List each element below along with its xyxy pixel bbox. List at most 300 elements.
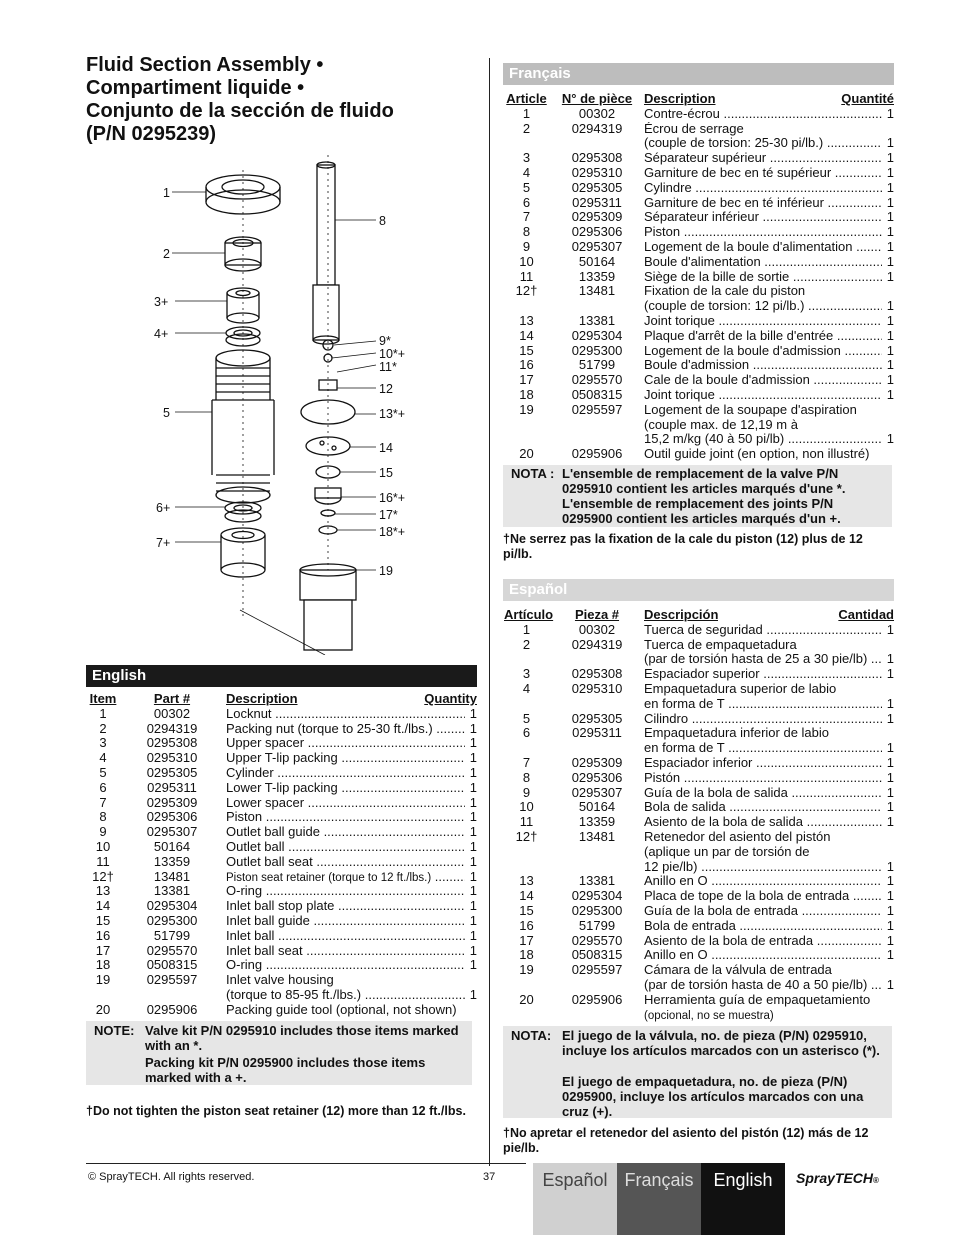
cell-part-number: 0295570 [571, 932, 623, 948]
cell-item: 5 [522, 179, 531, 195]
table-row [504, 225, 894, 240]
note-label: NOTA : [511, 466, 555, 481]
cell-quantity: 1 [886, 194, 894, 210]
description-text: Tuerca de seguridad [644, 622, 763, 637]
leader-dots [274, 929, 465, 943]
leader-dots [715, 314, 882, 328]
description-text: Inlet ball [226, 928, 275, 943]
leader-dots [798, 904, 882, 918]
cell-item: 14 [95, 898, 111, 914]
cell-item: 13 [95, 883, 111, 899]
description-text: Inlet ball stop plate [226, 899, 335, 914]
table-row [504, 299, 894, 314]
table-row [89, 1003, 477, 1018]
description-text: Asiento de la bola de entrada [644, 933, 814, 948]
table-row [89, 751, 477, 766]
description-text: Lower T-lip packing [226, 780, 338, 795]
diagram-label: 18*+ [379, 525, 406, 539]
leader-dots [789, 270, 882, 284]
cell-quantity: 1 [886, 799, 894, 815]
description-text: (couple de torsion: 25-30 pi/lb.) [644, 136, 824, 151]
table-row [504, 756, 894, 771]
cell-part-number: 0295305 [571, 179, 623, 195]
cell-description [644, 107, 882, 122]
leader-dots [761, 255, 882, 269]
leader-dots [285, 840, 465, 854]
cell-quantity: 1 [469, 927, 477, 943]
cell-description [644, 388, 882, 403]
col-header-part: Pieza # [574, 607, 620, 622]
diagram-label: 2 [163, 247, 170, 261]
col-header-item: Artículo [504, 607, 554, 622]
description-text: Espaciador superior [644, 667, 760, 682]
cell-item: 3 [522, 150, 531, 166]
cell-quantity: 1 [469, 750, 477, 766]
spraytech-logo: SprayTECH® [796, 1170, 879, 1186]
cell-item: 12† [92, 868, 114, 884]
cell-part-number: 0295304 [146, 898, 198, 914]
footnote-spanish: †No apretar el retenedor del asiento del pistón (12) más de 12 pie/lb. [503, 1126, 869, 1155]
col-header-item: Article [506, 91, 547, 106]
cell-part-number: 0295304 [571, 888, 623, 904]
diagram-label: 11* [379, 360, 397, 374]
description-text: Inlet ball seat [226, 943, 303, 958]
cell-quantity: 1 [886, 651, 894, 667]
diagram-label: 5 [163, 406, 170, 420]
cell-quantity: 1 [886, 769, 894, 785]
table-row [504, 255, 894, 270]
cell-description [644, 344, 882, 359]
description-text: Joint torique [644, 387, 715, 402]
leader-dots [824, 196, 882, 210]
cell-description [644, 682, 894, 697]
table-row [504, 314, 894, 329]
table-row [504, 652, 894, 667]
cell-item: 3 [99, 735, 107, 751]
leader-dots [304, 736, 465, 750]
cell-description [644, 741, 882, 756]
table-row [89, 988, 477, 1003]
cell-item: 6 [522, 725, 531, 741]
cell-description [644, 136, 882, 151]
cell-part-number: 0295306 [571, 224, 623, 240]
diagram-label: 15 [379, 466, 393, 480]
description-text: Guía de la bola de entrada [644, 903, 798, 918]
table-row [89, 810, 477, 825]
leader-dots [724, 697, 882, 711]
cell-quantity: 1 [886, 666, 894, 682]
cell-item: 18 [519, 947, 534, 963]
cell-item: 9 [522, 784, 531, 800]
description-text: O-ring [226, 884, 263, 899]
table-row [504, 432, 894, 447]
cell-item: 18 [519, 386, 534, 402]
cell-item: 2 [522, 120, 531, 136]
description-text: Empaquetadura inferior de labio [644, 726, 830, 741]
cell-description [644, 963, 894, 978]
cell-item: 11 [519, 814, 534, 830]
description-text: Placa de tope de la bola de entrada [644, 889, 850, 904]
copyright: © SprayTECH. All rights reserved. [88, 1171, 255, 1183]
leader-dots [763, 623, 882, 637]
description-text: Logement de la soupape d'aspiration [644, 402, 857, 417]
description-text: Cylindre [644, 180, 692, 195]
note-text: El juego de la válvula, no. de pieza (P/N) 0295910, incluye los artículos marcados con un asterisco (*). [562, 1028, 880, 1058]
leader-dots [813, 934, 882, 948]
cell-part-number: 0295304 [571, 327, 623, 343]
cell-item: 16 [519, 357, 534, 373]
exploded-assembly-diagram [130, 150, 430, 655]
description-text: en forma de T [644, 696, 725, 711]
cell-description [644, 667, 882, 682]
table-row [504, 874, 894, 889]
cell-quantity: 1 [469, 764, 477, 780]
description-text: (par de torsión hasta de 25 a 30 pie/lb) [644, 652, 868, 667]
cell-part-number: 00302 [578, 621, 616, 637]
cell-quantity: 1 [886, 932, 894, 948]
leader-dots [680, 225, 882, 239]
cell-part-number: 50164 [578, 799, 616, 815]
parts-table-english [89, 692, 477, 1018]
section-header-french: Français [503, 63, 894, 85]
table-row [504, 447, 894, 462]
cell-quantity: 1 [886, 888, 894, 904]
cell-description [644, 889, 882, 904]
cell-item: 11 [519, 268, 534, 284]
note-text: El juego de empaquetadura, no. de pieza (P/N) 0295900, incluye los artículos marcados con una cruz (+). [562, 1074, 864, 1119]
footer-rule [86, 1163, 526, 1164]
cell-part-number: 0295906 [571, 991, 623, 1007]
cell-description [226, 781, 465, 796]
table-row [504, 948, 894, 963]
cell-quantity: 1 [469, 720, 477, 736]
cell-quantity: 1 [886, 268, 894, 284]
description-text: Fixation de la cale du piston [644, 284, 806, 299]
note-french [503, 465, 892, 527]
cell-description [644, 993, 894, 1008]
cell-description [644, 919, 882, 934]
col-header-quantity: Cantidad [838, 607, 894, 622]
leader-dots [274, 766, 465, 780]
title-line: Fluid Section Assembly • [86, 54, 324, 76]
table-row [504, 623, 894, 638]
cell-quantity: 1 [886, 947, 894, 963]
table-row [504, 329, 894, 344]
cell-description [226, 914, 465, 929]
description-text: Packing nut (torque to 25-30 ft./lbs.) [226, 721, 433, 736]
cell-item: 17 [519, 932, 534, 948]
table-row [89, 766, 477, 781]
cell-quantity: 1 [886, 357, 894, 373]
cell-quantity: 1 [886, 253, 894, 269]
cell-part-number: 0295309 [571, 754, 623, 770]
description-text: Retenedor del asiento del pistón [644, 829, 831, 844]
cell-description [226, 751, 465, 766]
table-row [504, 845, 894, 860]
table-row [89, 944, 477, 959]
cell-description [644, 845, 894, 860]
page-number: 37 [483, 1171, 496, 1183]
cell-quantity: 1 [469, 912, 477, 928]
cell-quantity: 1 [469, 809, 477, 825]
cell-item: 9 [522, 238, 531, 254]
column-divider [489, 58, 490, 1166]
leader-dots [720, 107, 882, 121]
cell-description [644, 358, 882, 373]
cell-item: 1 [522, 105, 531, 121]
table-row [89, 973, 477, 988]
table-row [504, 638, 894, 653]
cell-description [226, 988, 465, 1003]
description-text: Bola de salida [644, 800, 726, 815]
tab-francais[interactable]: Français [617, 1163, 701, 1235]
table-header-row [89, 692, 477, 707]
note-text: L'ensemble de remplacement de la valve P/N 0295910 contient les articles marqués d'une *. [562, 466, 846, 496]
cell-item: 2 [522, 636, 531, 652]
description-text: Anillo en O [644, 874, 708, 889]
table-row [504, 270, 894, 285]
note-label: NOTA: [511, 1028, 552, 1043]
leader-dots [736, 919, 882, 933]
description-text: Piston [644, 225, 681, 240]
cell-part-number: 13481 [153, 868, 191, 884]
table-row [504, 667, 894, 682]
cell-item: 4 [99, 750, 107, 766]
cell-description [644, 934, 882, 949]
table-row [504, 181, 894, 196]
cell-description [644, 196, 882, 211]
leader-dots [310, 914, 465, 928]
cell-item: 7 [522, 209, 531, 225]
footnote-french: †Ne serrez pas la fixation de la cale du piston (12) plus de 12 pi/lb. [503, 532, 863, 561]
leader-dots [804, 299, 882, 313]
description-text: Logement de la boule d'admission [644, 343, 841, 358]
cell-description [644, 166, 882, 181]
table-row [89, 840, 477, 855]
leader-dots [272, 707, 465, 721]
description-text: Inlet ball guide [226, 913, 310, 928]
table-row [504, 358, 894, 373]
table-row [89, 899, 477, 914]
col-header-part: Part # [153, 691, 191, 706]
cell-item: 11 [96, 853, 110, 869]
description-text: Locknut [226, 706, 272, 721]
cell-item: 17 [95, 942, 111, 958]
cell-quantity: 1 [469, 853, 477, 869]
description-text: Garniture de bec en té inférieur [644, 195, 824, 210]
cell-description [644, 373, 882, 388]
cell-item: 15 [95, 912, 111, 928]
table-row [89, 870, 477, 885]
table-row [504, 963, 894, 978]
table-row [504, 697, 894, 712]
cell-description [226, 825, 465, 840]
cell-quantity: 1 [886, 342, 894, 358]
diagram-label: 14 [379, 441, 393, 455]
table-row [504, 107, 894, 122]
table-row [504, 712, 894, 727]
leader-dots [788, 786, 882, 800]
leader-dots [784, 432, 882, 446]
cell-item: 13 [519, 312, 534, 328]
diagram-label: 19 [379, 564, 393, 578]
cell-item: 17 [519, 372, 534, 388]
leader-dots [852, 240, 882, 254]
description-text: (aplique un par de torsión de [644, 844, 810, 859]
table-row [504, 904, 894, 919]
section-header-english: English [86, 665, 477, 687]
cell-part-number: 00302 [578, 105, 616, 121]
cell-part-number: 0295307 [146, 824, 198, 840]
cell-item: 6 [99, 779, 107, 795]
leader-dots [833, 329, 882, 343]
cell-part-number: 0295300 [146, 912, 198, 928]
table-row [89, 958, 477, 973]
cell-part-number: 0295306 [571, 769, 623, 785]
cell-part-number: 0294319 [571, 636, 623, 652]
table-row [504, 978, 894, 993]
cell-item: 5 [99, 764, 107, 780]
cell-quantity: 1 [886, 814, 894, 830]
leader-dots [708, 948, 882, 962]
cell-description [644, 403, 894, 418]
cell-item: 7 [522, 754, 531, 770]
cell-quantity: 1 [886, 431, 894, 447]
cell-part-number: 0295597 [571, 401, 623, 417]
cell-part-number: 13481 [578, 283, 616, 299]
cell-description [644, 726, 894, 741]
cell-part-number: 0295309 [571, 209, 623, 225]
cell-quantity: 1 [886, 386, 894, 402]
tab-espanol[interactable]: Español [533, 1163, 617, 1235]
table-row [504, 993, 894, 1008]
description-text: Outil guide joint (en option, non illustré) [644, 447, 870, 462]
cell-item: 15 [519, 342, 534, 358]
note-label: NOTE: [94, 1023, 135, 1038]
cell-item: 1 [522, 621, 531, 637]
cell-part-number: 0294319 [571, 120, 623, 136]
title-line: Conjunto de la sección de fluido [86, 100, 394, 122]
table-row [89, 781, 477, 796]
cell-quantity: 1 [886, 858, 894, 874]
leader-dots [749, 358, 882, 372]
cell-quantity: 1 [886, 179, 894, 195]
table-row [504, 418, 894, 433]
table-row [89, 796, 477, 811]
cell-description [644, 756, 882, 771]
cell-item: 16 [95, 927, 111, 943]
cell-part-number: 0295906 [146, 1001, 198, 1017]
cell-part-number: 0295305 [146, 764, 198, 780]
description-text: Plaque d'arrêt de la bille d'entrée [644, 328, 834, 343]
description-text: Boule d'admission [644, 358, 750, 373]
diagram-label: 6+ [156, 501, 171, 515]
cell-part-number: 0295310 [571, 680, 623, 696]
tab-english[interactable]: English [701, 1163, 785, 1235]
diagram-label: 8 [379, 214, 386, 228]
cell-description [226, 796, 465, 811]
table-row [504, 726, 894, 741]
cell-part-number: 0295308 [571, 150, 623, 166]
description-text: (par de torsión hasta de 40 a 50 pie/lb) [644, 977, 868, 992]
cell-item: 10 [95, 838, 111, 854]
cell-part-number: 13381 [153, 883, 191, 899]
cell-description [644, 860, 882, 875]
note-text: Packing kit P/N 0295900 includes those items marked with a +. [145, 1055, 426, 1085]
cell-description [644, 638, 894, 653]
cell-description [644, 815, 882, 830]
leader-dots [433, 722, 465, 736]
table-row [504, 800, 894, 815]
cell-quantity: 1 [469, 794, 477, 810]
cell-part-number: 0295311 [147, 779, 197, 795]
cell-description [644, 314, 882, 329]
cell-part-number: 50164 [578, 253, 616, 269]
note-text: L'ensemble de remplacement des joints P/N 0295900 contient les articles marqués d'un +. [562, 496, 841, 526]
table-row [504, 815, 894, 830]
cell-description [226, 944, 465, 959]
leader-dots [759, 210, 882, 224]
leader-dots [724, 741, 882, 755]
title-line: (P/N 0295239) [86, 123, 217, 145]
language-tabs [533, 1163, 785, 1235]
cell-description [226, 766, 465, 781]
leader-dots [708, 874, 882, 888]
cell-description [644, 240, 882, 255]
description-text: Asiento de la bola de salida [644, 815, 804, 830]
cell-quantity: 1 [886, 238, 894, 254]
table-header-row [504, 608, 894, 623]
table-row [504, 403, 894, 418]
cell-description [226, 855, 465, 870]
table-row [504, 151, 894, 166]
cell-description [644, 623, 882, 638]
cell-part-number: 51799 [578, 917, 616, 933]
table-row [504, 373, 894, 388]
cell-part-number: 0508315 [571, 947, 623, 963]
cell-part-number: 0295311 [572, 194, 622, 210]
cell-item: 2 [99, 720, 107, 736]
cell-part-number: 13381 [578, 312, 616, 328]
cell-item: 7 [99, 794, 107, 810]
table-row [504, 240, 894, 255]
cell-description [644, 181, 882, 196]
cell-description [644, 151, 882, 166]
cell-part-number: 0295570 [146, 942, 198, 958]
cell-part-number: 13359 [153, 853, 191, 869]
cell-item: 15 [519, 902, 534, 918]
description-text: O-ring [226, 958, 263, 973]
diagram-label: 3+ [154, 295, 169, 309]
cell-quantity: 1 [886, 209, 894, 225]
description-text: Cale de la boule d'admission [644, 373, 810, 388]
cell-part-number: 13359 [578, 814, 616, 830]
description-text: Upper spacer [226, 736, 305, 751]
table-row [504, 136, 894, 151]
table-header-row [504, 92, 894, 107]
cell-part-number: 0295306 [146, 809, 198, 825]
table-row [504, 771, 894, 786]
description-text: Herramienta guía de empaquetamiento [644, 992, 871, 1007]
cell-quantity: 1 [886, 164, 894, 180]
cell-description [226, 810, 465, 825]
cell-quantity: 1 [469, 838, 477, 854]
parts-table-french [504, 92, 894, 462]
cell-item: 13 [519, 873, 534, 889]
cell-part-number: 0295305 [571, 710, 623, 726]
cell-description [644, 800, 882, 815]
cell-quantity: 1 [886, 784, 894, 800]
